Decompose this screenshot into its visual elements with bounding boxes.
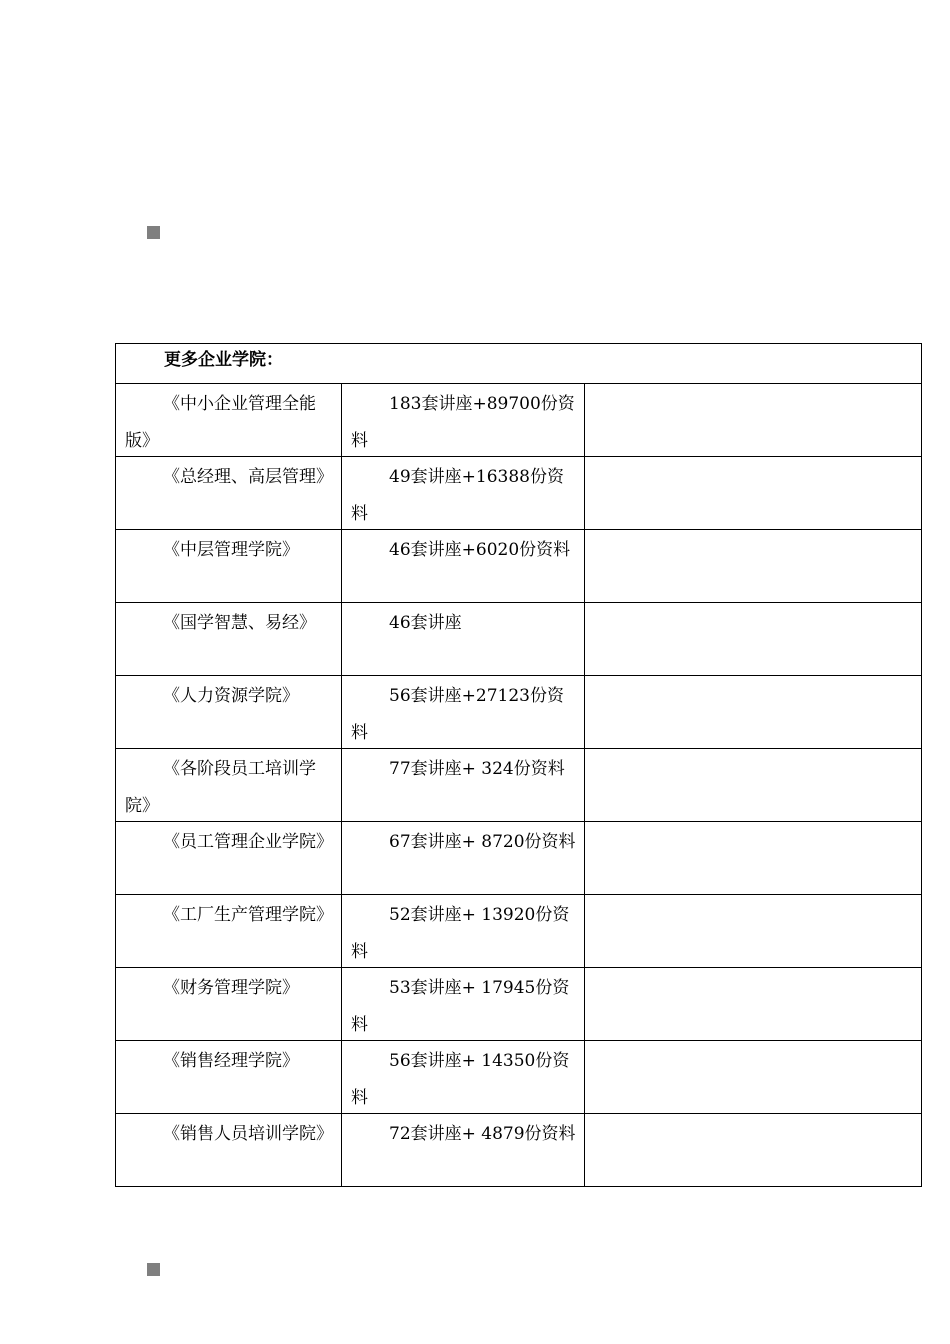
square-bullet-icon: [147, 1263, 160, 1276]
course-detail-cell: [342, 895, 585, 968]
course-detail-cell: [342, 968, 585, 1041]
course-detail: 53套讲座+ 17945份资料: [351, 978, 570, 1035]
course-detail-cell: [342, 1041, 585, 1114]
table-row: [116, 749, 922, 822]
course-name-cell: [116, 530, 342, 603]
course-name: 《人力资源学院》: [163, 686, 299, 706]
table-header-row: [116, 344, 922, 384]
course-name-cell: [116, 749, 342, 822]
course-extra-cell: [585, 384, 922, 457]
course-detail-cell: [342, 676, 585, 749]
course-extra: [585, 603, 921, 675]
course-extra: [585, 530, 921, 602]
table-row: [116, 384, 922, 457]
course-extra-cell: [585, 1041, 922, 1114]
course-name-cell: [116, 457, 342, 530]
course-extra-cell: [585, 895, 922, 968]
course-extra-cell: [585, 822, 922, 895]
course-detail-cell: [342, 384, 585, 457]
course-extra: [585, 1114, 921, 1186]
course-name: 《销售经理学院》: [163, 1051, 299, 1071]
course-name: 《国学智慧、易经》: [163, 613, 316, 633]
course-detail: 56套讲座+27123份资料: [351, 686, 564, 743]
course-extra: [585, 968, 921, 1040]
course-table: [115, 343, 922, 1187]
course-extra-cell: [585, 968, 922, 1041]
course-detail: 46套讲座: [389, 613, 462, 633]
course-name: 《中小企业管理全能版》: [125, 394, 316, 451]
course-name-cell: [116, 1114, 342, 1187]
course-extra: [585, 457, 921, 529]
course-name-cell: [116, 603, 342, 676]
course-name: 《中层管理学院》: [163, 540, 299, 560]
course-name: 《总经理、高层管理》: [163, 467, 333, 487]
course-extra: [585, 384, 921, 456]
course-extra: [585, 676, 921, 748]
course-detail: 49套讲座+16388份资料: [351, 467, 564, 524]
course-name-cell: [116, 676, 342, 749]
course-detail-cell: [342, 457, 585, 530]
course-name: 《员工管理企业学院》: [163, 832, 333, 852]
course-extra: [585, 1041, 921, 1113]
table-row: [116, 822, 922, 895]
course-extra-cell: [585, 1114, 922, 1187]
course-detail: 72套讲座+ 4879份资料: [389, 1124, 576, 1144]
course-detail: 183套讲座+89700份资料: [351, 394, 575, 451]
course-name-cell: [116, 384, 342, 457]
course-extra-cell: [585, 457, 922, 530]
course-extra-cell: [585, 603, 922, 676]
table-row: [116, 603, 922, 676]
table-row: [116, 676, 922, 749]
table-row: [116, 968, 922, 1041]
course-detail-cell: [342, 530, 585, 603]
course-name-cell: [116, 968, 342, 1041]
course-extra: [585, 822, 921, 894]
course-detail: 46套讲座+6020份资料: [389, 540, 571, 560]
course-extra-cell: [585, 676, 922, 749]
course-extra: [585, 749, 921, 821]
table-row: [116, 530, 922, 603]
course-extra-cell: [585, 530, 922, 603]
table-row: [116, 457, 922, 530]
table-row: [116, 1114, 922, 1187]
course-extra-cell: [585, 749, 922, 822]
square-bullet-icon: [147, 226, 160, 239]
course-name: 《财务管理学院》: [163, 978, 299, 998]
course-name: 《各阶段员工培训学院》: [125, 759, 316, 816]
table-title: 更多企业学院：: [164, 350, 283, 370]
course-name: 《工厂生产管理学院》: [163, 905, 333, 925]
course-name-cell: [116, 822, 342, 895]
course-detail-cell: [342, 603, 585, 676]
table-row: [116, 895, 922, 968]
course-detail-cell: [342, 1114, 585, 1187]
course-detail-cell: [342, 822, 585, 895]
course-extra: [585, 895, 921, 967]
course-detail: 67套讲座+ 8720份资料: [389, 832, 576, 852]
table-row: [116, 1041, 922, 1114]
course-detail: 52套讲座+ 13920份资料: [351, 905, 570, 962]
course-detail: 77套讲座+ 324份资料: [389, 759, 565, 779]
course-detail: 56套讲座+ 14350份资料: [351, 1051, 570, 1108]
course-detail-cell: [342, 749, 585, 822]
table-header-cell: [116, 344, 922, 384]
course-name-cell: [116, 1041, 342, 1114]
course-name: 《销售人员培训学院》: [163, 1124, 333, 1144]
course-name-cell: [116, 895, 342, 968]
